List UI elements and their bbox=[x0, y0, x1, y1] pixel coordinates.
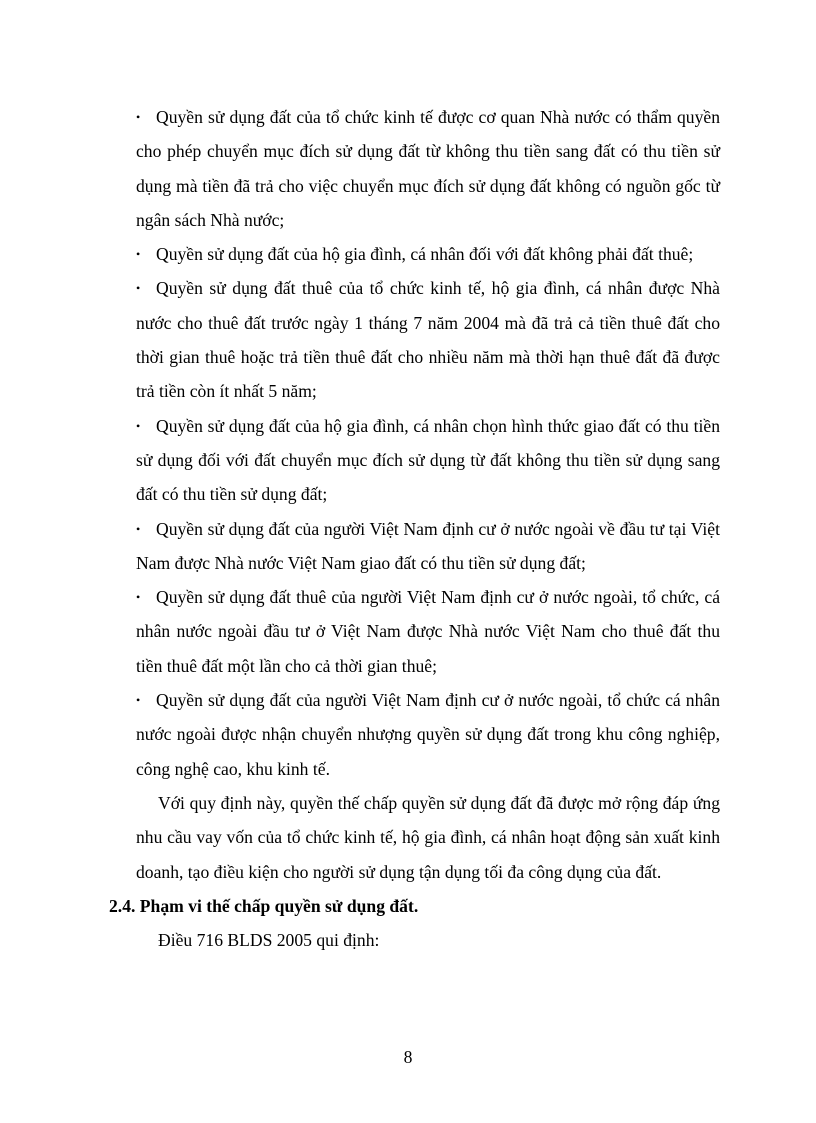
article-intro: Điều 716 BLDS 2005 qui định: bbox=[158, 930, 380, 951]
section-heading: 2.4. Phạm vi thế chấp quyền sử dụng đất. bbox=[109, 895, 419, 916]
bullet-marker: • bbox=[136, 281, 141, 296]
page-number: 8 bbox=[403, 1047, 413, 1067]
bullet-item bbox=[136, 271, 720, 408]
bullet-text: Quyền sử dụng đất thuê của tổ chức kinh tế, hộ gia đình, cá nhân được Nhà nước cho thuê đất trước ngày 1 tháng 7 năm 2004 mà đã trả cả tiền thuê đất cho thời gian thuê hoặc trả tiền thuê đất cho nhiều năm mà thời hạn thuê đất đã được trả tiền còn ít nhất 5 năm; bbox=[136, 278, 720, 402]
bullet-text: Quyền sử dụng đất của người Việt Nam định cư ở nước ngoài, tổ chức cá nhân nước ngoài được nhận chuyển nhượng quyền sử dụng đất trong khu công nghiệp, công nghệ cao, khu kinh tế. bbox=[136, 690, 720, 779]
bullet-text: Quyền sử dụng đất của hộ gia đình, cá nhân chọn hình thức giao đất có thu tiền sử dụng đối với đất chuyển mục đích sử dụng từ đất không thu tiền sử dụng sang đất có thu tiền sử dụng đất; bbox=[136, 415, 720, 505]
bullet-marker: • bbox=[136, 110, 141, 124]
bullet-marker: • bbox=[136, 521, 141, 536]
bullet-text: Quyền sử dụng đất của người Việt Nam định cư ở nước ngoài về đầu tư tại Việt Nam được Nhà nước Việt Nam giao đất có thu tiền sử dụng đất; bbox=[136, 518, 720, 573]
bullet-item bbox=[136, 512, 720, 581]
bullet-text: Quyền sử dụng đất của tổ chức kinh tế được cơ quan Nhà nước có thẩm quyền cho phép chuyển mục đích sử dụng đất từ không thu tiền sang đất có thu tiền sử dụng mà tiền đã trả cho việc chuyển mục đích sử dụng đất không có nguồn gốc từ ngân sách Nhà nước; bbox=[136, 107, 720, 230]
bullet-marker: • bbox=[136, 247, 141, 262]
bullet-marker: • bbox=[136, 418, 141, 433]
page-body bbox=[109, 100, 720, 957]
bullet-item bbox=[136, 683, 720, 786]
bullet-item bbox=[136, 100, 720, 237]
bullet-item bbox=[136, 580, 720, 683]
bullet-marker: • bbox=[136, 693, 141, 708]
bullet-text: Quyền sử dụng đất thuê của người Việt Nam định cư ở nước ngoài, tổ chức, cá nhân nước ngoài đầu tư ở Việt Nam được Nhà nước Việt Nam cho thuê đất thu tiền thuê đất một lần cho cả thời gian thuê; bbox=[136, 587, 720, 676]
bullet-marker: • bbox=[136, 590, 141, 605]
summary-paragraph: Với quy định này, quyền thế chấp quyền sử dụng đất đã được mở rộng đáp ứng nhu cầu vay vốn của tổ chức kinh tế, hộ gia đình, cá nhân hoạt động sản xuất kinh doanh, tạo điều kiện cho người sử dụng tận dụng tối đa công dụng của đất. bbox=[136, 792, 720, 882]
bullet-item bbox=[136, 237, 720, 271]
bullet-item bbox=[136, 409, 720, 512]
bullet-text: Quyền sử dụng đất của hộ gia đình, cá nhân đối với đất không phải đất thuê; bbox=[156, 244, 694, 265]
